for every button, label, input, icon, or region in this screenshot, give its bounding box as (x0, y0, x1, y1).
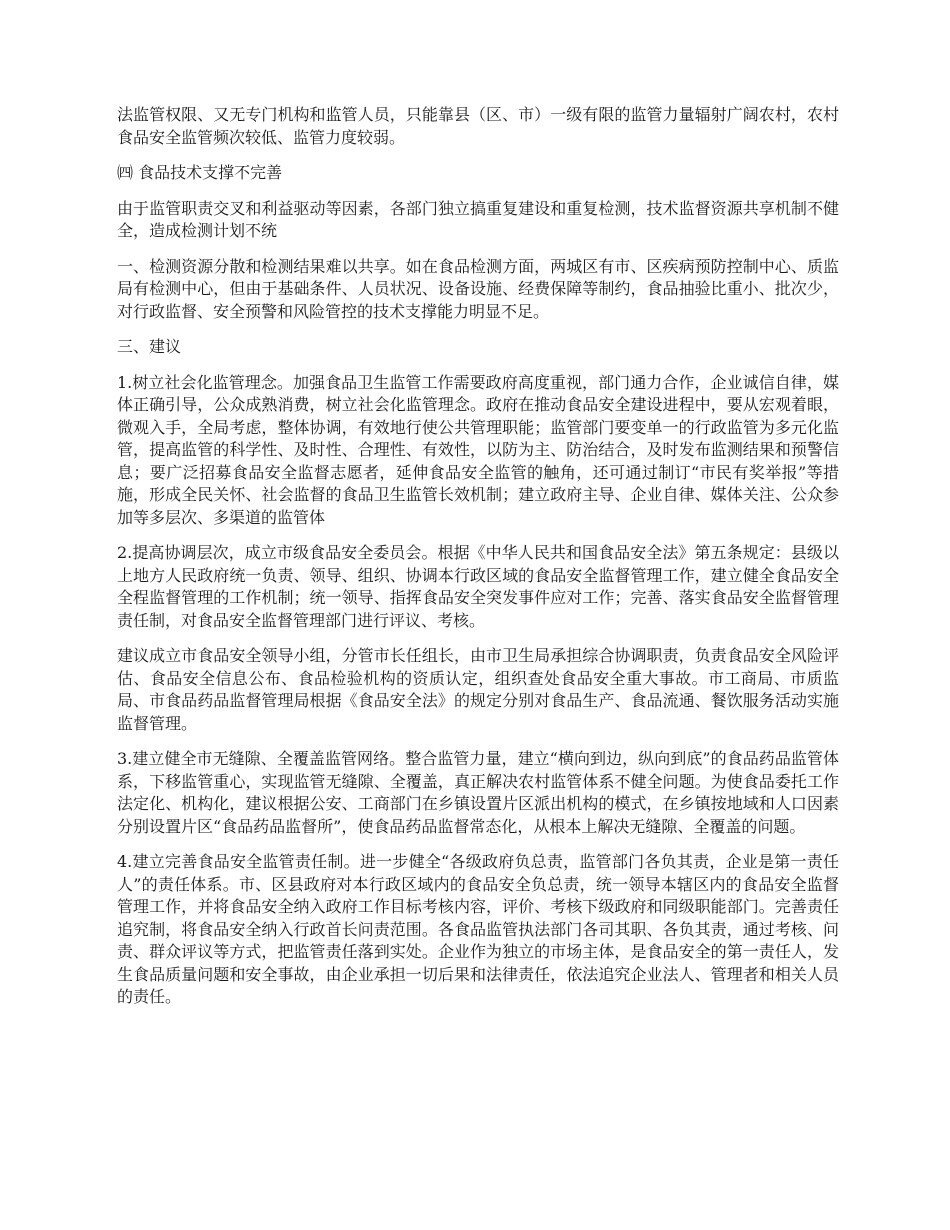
paragraph-suggestion-4: 4.建立完善食品安全监管责任制。进一步健全“各级政府负总责，监管部门各负其责，企业是第一责任人”的责任体系。市、区县政府对本行政区域内的食品安全负总责，统一领导本辖区内的食品安全监督管理工作，并将食品安全纳入政府工作目标考核内容，评价、考核下级政府和同级职能部门。完善责任追究制，将食品安全纳入行政首长问责范围。各食品监管执法部门各司其职、各负其责，通过考核、问责、群众评议等方式，把监管责任落到实处。企业作为独立的市场主体，是食品安全的第一责任人，发生食品质量问题和安全事故，由企业承担一切后果和法律责任，依法追究企业法人、管理者和相关人员的责任。 (117, 852, 839, 1006)
paragraph-suggestion-2-detail: 建议成立市食品安全领导小组，分管市长任组长，由市卫生局承担综合协调职责，负责食品安全风险评估、食品安全信息公布、食品检验机构的资质认定，组织查处食品安全重大事故。市工商局、市质监局、市食品药品监督管理局根据《食品安全法》的规定分别对食品生产、食品流通、餐饮服务活动实施监督管理。 (117, 646, 839, 733)
paragraph-suggestion-3: 3.建立健全市无缝隙、全覆盖监管网络。整合监管力量，建立“横向到边，纵向到底”的食品药品监管体系，下移监管重心，实现监管无缝隙、全覆盖，真正解决农村监管体系不健全问题。为使食品委托工作法定化、机构化，建议根据公安、工商部门在乡镇设置片区派出机构的模式，在乡镇按地域和人口因素分别设置片区“食品药品监督所”，使食品药品监督常态化，从根本上解决无缝隙、全覆盖的问题。 (117, 749, 839, 836)
paragraph-suggestion-2: 2.提高协调层次，成立市级食品安全委员会。根据《中华人民共和国食品安全法》第五条规定：县级以上地方人民政府统一负责、领导、组织、协调本行政区域的食品安全监督管理工作，建立健全食品安全全程监督管理的工作机制；统一领导、指挥食品安全突发事件应对工作；完善、落实食品安全监督管理责任制，对食品安全监督管理部门进行评议、考核。 (117, 543, 839, 630)
section-heading-food-tech: ㈣ 食品技术支撑不完善 (117, 163, 283, 182)
paragraph-suggestion-1: 1.树立社会化监管理念。加强食品卫生监管工作需要政府高度重视，部门通力合作，企业诚信自律，媒体正确引导，公众成熟消费，树立社会化监管理念。政府在推动食品安全建设进程中，要从宏观着眼，微观入手，全局考虑，整体协调，有效地行使公共管理职能；监管部门要变单一的行政监管为多元化监管，提高监管的科学性、及时性、合理性、有效性，以防为主、防治结合，及时发布监测结果和预警信息；要广泛招募食品安全监督志愿者，延伸食品安全监管的触角，还可通过制订“市民有奖举报”等措施，形成全民关怀、社会监督的食品卫生监管长效机制；建立政府主导、企业自律、媒体关注、公众参加等多层次、多渠道的监管体 (117, 372, 839, 527)
paragraph-1: 法监管权限、又无专门机构和监管人员，只能靠县（区、市）一级有限的监管力量辐射广阔农村，农村食品安全监管频次较低、监管力度较弱。 (117, 105, 839, 147)
paragraph-3: 由于监管职责交叉和利益驱动等因素，各部门独立搞重复建设和重复检测，技术监督资源共享机制不健全，造成检测计划不统 (117, 198, 839, 240)
paragraph-4: 一、检测资源分散和检测结果难以共享。如在食品检测方面，两城区有市、区疾病预防控制中心、质监局有检测中心，但由于基础条件、人员状况、设备设施、经费保障等制约，食品抽验比重小、批次少，对行政监督、安全预警和风险管控的技术支撑能力明显不足。 (117, 256, 839, 321)
document-body (117, 104, 839, 1022)
section-heading-suggestions: 三、建议 (117, 337, 182, 356)
